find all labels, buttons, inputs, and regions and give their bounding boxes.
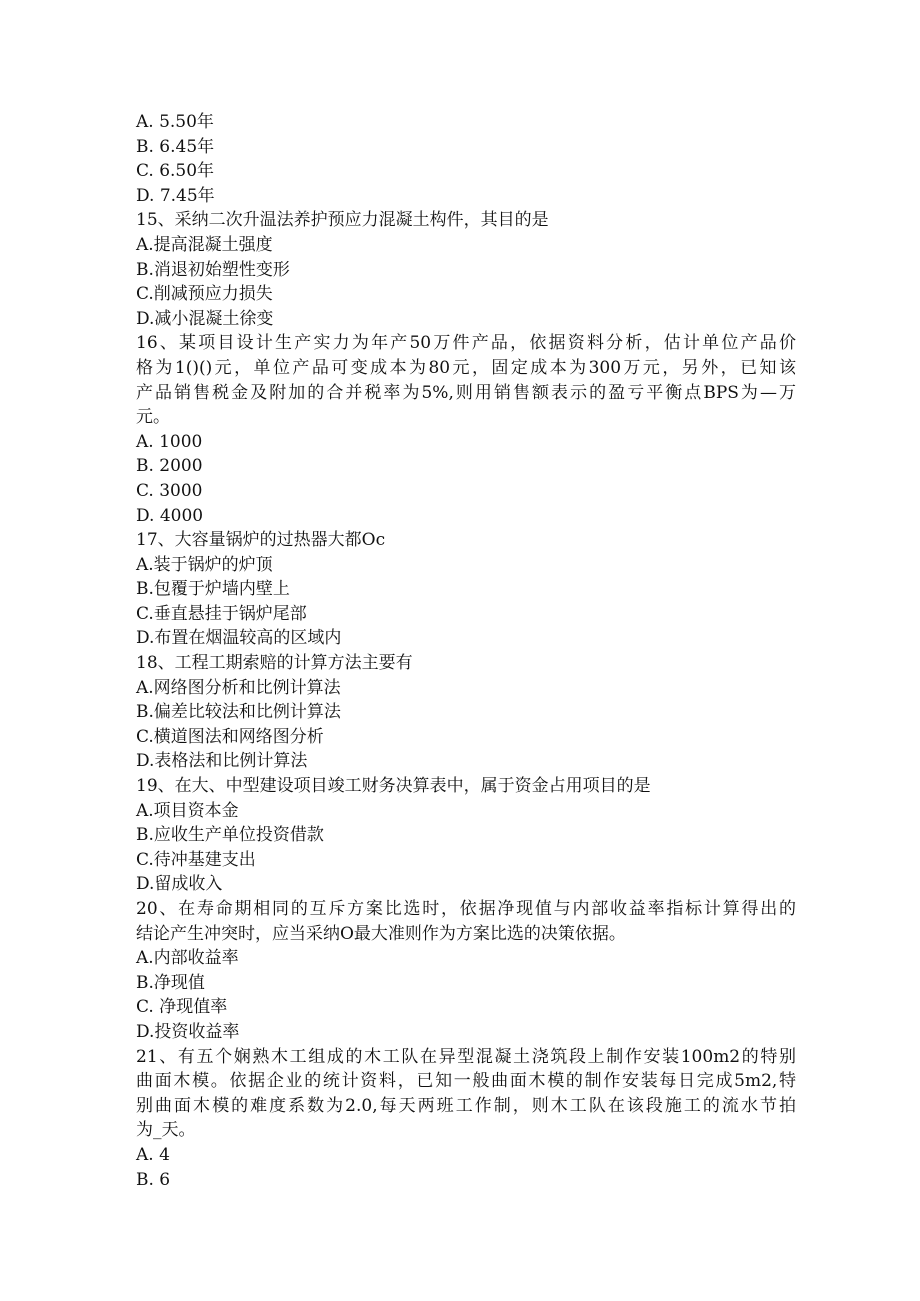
option-c: C. 净现值率 xyxy=(136,997,228,1018)
option-d: D. 4000 xyxy=(136,505,204,526)
option-d: D. 7.45年 xyxy=(136,185,215,206)
option-c: C.削减预应力损失 xyxy=(136,284,273,305)
option-d: D.留成收入 xyxy=(136,874,223,895)
option-b: B.应收生产单位投资借款 xyxy=(136,825,324,846)
option-c: C.垂直悬挂于锅炉尾部 xyxy=(136,603,307,624)
option-a: A. 5.50年 xyxy=(136,112,214,132)
option-a: A.网络图分析和比例计算法 xyxy=(136,677,341,698)
question-stem-line: 21、有五个娴熟木工组成的木工队在异型混凝土浇筑段上制作安装100m2的特别 xyxy=(136,1046,796,1067)
option-b: B.偏差比较法和比例计算法 xyxy=(136,702,341,723)
question-stem: 15、采纳二次升温法养护预应力混凝土构件，其目的是 xyxy=(136,210,549,231)
question-17 xyxy=(136,528,796,651)
option-b: B.净现值 xyxy=(136,972,205,993)
question-stem-line: 结论产生冲突时，应当采纳O最大准则作为方案比选的决策依据。 xyxy=(136,923,626,944)
question-15 xyxy=(136,208,796,331)
option-c: C.横道图法和网络图分析 xyxy=(136,726,324,747)
question-stem-line: 别曲面木模的难度系数为2.0,每天两班工作制，则木工队在该段施工的流水节拍 xyxy=(136,1095,796,1116)
question-stem-line: 曲面木模。依据企业的统计资料，已知一般曲面木模的制作安装每日完成5m2,特 xyxy=(136,1071,796,1092)
question-16 xyxy=(136,331,796,528)
option-b: B. 2000 xyxy=(136,456,203,477)
question-19 xyxy=(136,774,796,897)
previous-question-options xyxy=(136,110,796,208)
option-d: D.表格法和比例计算法 xyxy=(136,751,308,772)
option-a: A.装于锅炉的炉顶 xyxy=(136,554,273,575)
question-stem-line: 16、某项目设计生产实力为年产50万件产品，依据资料分析，估计单位产品价 xyxy=(136,333,796,354)
option-a: A.提高混凝土强度 xyxy=(136,234,273,255)
option-c: C.待冲基建支出 xyxy=(136,849,256,870)
option-a: A. 1000 xyxy=(136,431,203,452)
option-d: D.减小混凝土徐变 xyxy=(136,308,274,329)
question-stem: 18、工程工期索赔的计算方法主要有 xyxy=(136,653,413,674)
option-b: B. 6 xyxy=(136,1169,171,1190)
question-stem-line: 20、在寿命期相同的互斥方案比选时，依据净现值与内部收益率指标计算得出的 xyxy=(136,899,796,919)
option-b: B.包覆于炉墙内壁上 xyxy=(136,579,290,600)
question-18 xyxy=(136,651,796,774)
option-a: A.内部收益率 xyxy=(136,948,239,969)
option-a: A.项目资本金 xyxy=(136,800,239,821)
question-stem: 17、大容量锅炉的过热器大都Oc xyxy=(136,530,386,551)
question-21 xyxy=(136,1045,796,1193)
question-20 xyxy=(136,897,796,1045)
question-stem-line: 格为1()()元，单位产品可变成本为80元，固定成本为300万元，另外，已知该 xyxy=(136,357,796,378)
option-c: C. 3000 xyxy=(136,480,203,501)
option-d: D.投资收益率 xyxy=(136,1021,240,1042)
option-c: C. 6.50年 xyxy=(136,161,215,182)
option-b: B. 6.45年 xyxy=(136,136,215,157)
question-stem-line: 元。 xyxy=(136,407,170,428)
document-page xyxy=(136,110,796,1192)
option-b: B.消退初始塑性变形 xyxy=(136,259,290,280)
option-d: D.布置在烟温较高的区域内 xyxy=(136,628,342,649)
option-a: A. 4 xyxy=(136,1144,170,1165)
question-stem-line: 产品销售税金及附加的合并税率为5%,则用销售额表示的盈亏平衡点BPS为—万 xyxy=(136,382,796,403)
question-stem-line: 为_天。 xyxy=(136,1120,196,1141)
question-stem: 19、在大、中型建设项目竣工财务决算表中，属于资金占用项目的是 xyxy=(136,776,651,797)
